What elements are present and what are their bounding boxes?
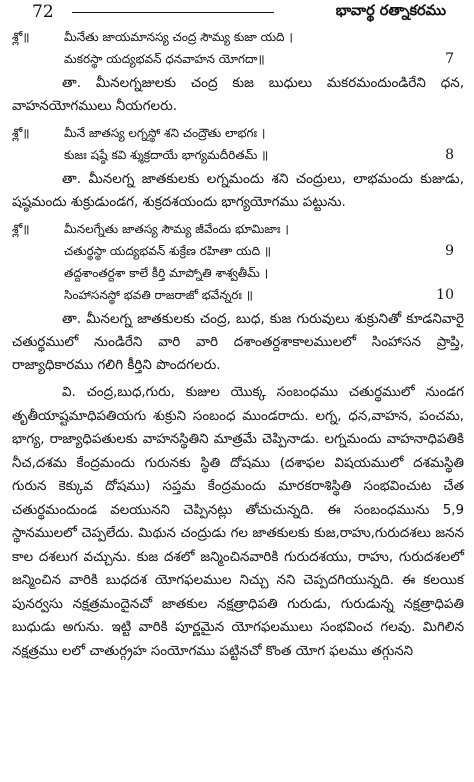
shloka-block <box>12 26 464 70</box>
shloka-line <box>12 48 464 70</box>
verse-number: 8 <box>445 147 454 163</box>
shloka-text: తద్దశాంతర్దశా కాలే కీర్తి మాప్నోతి శాశ్వతీమ్ । <box>64 266 269 280</box>
shloka-text: సింహాసనస్థో భవతి రాజరాజో భవేన్నరః ॥ <box>64 288 253 302</box>
shloka-mark: శ్లో॥ <box>12 222 30 236</box>
shloka-line <box>12 218 464 240</box>
shloka-line <box>12 144 464 166</box>
commentary-paragraph: వి. చంద్ర,బుధ,గురు, కుజుల యొక్క సంబంధము చతుర్థములో నుండగ తృతీయాష్టమాధిపతియగు శుక్రుని సంబంధ ముండరాదు. లగ్న, ధన,వాహన, పంచమ, భాగ్య, రాజ్యాధిపతులకు వాహనస్థితిని మాత్రమే చెప్పినాడు. లగ్నమందు వాహనాధిపతికి నీచ,దశమ కేంద్రమందు గురునకు స్థితి దోషము (దశాఫల విషయములో దశమస్థితి గురున కెక్కువ దోషము) సప్తమ కేంద్రమందు మారకరాశిస్థితి సంభవించుట చేత చతుర్థమందుండ వలయునని చెప్పినట్లు తోచుచున్నది. ఈ సంబంధమును 5,9 స్థానములలో చెప్పలేదు. మిథున చంద్రుడు గల జాతకులకు కుజ,రాహు,గురుదశలు జనన కాల దశలుగ వచ్చును. కుజ దశలో జన్మించినవారికి గురుదశయు, రాహు, గురుదశలలో జన్మించిన వారికి బుధదశ యోగఫలముల నిచ్చు నని చెప్పదగియున్నది. ఈ కలయిక పునర్వసు నక్షత్రమందైనచో జాతకుల నక్షత్రాధిపతి గురుడు, గురుడున్న నక్షత్రాధిపతి బుధుడు అగును. ఇట్టి వారికి పూర్ణమైన యోగఫలములు సంభవించ గలవు. మిగిలిన నక్షత్రము లలో చాతుర్గ్రహ సంయోగము పట్టినచో కొంత యోగ ఫలము తగ్గునని <box>12 385 464 659</box>
page-number: 72 <box>32 2 54 22</box>
verse-number: 7 <box>445 51 454 67</box>
shloka-block <box>12 122 464 166</box>
shloka-block <box>12 218 464 306</box>
verse-number: 9 <box>445 243 454 259</box>
translation-paragraph: తా. మీనలగ్న జాతకులకు చంద్ర, బుధ, కుజ గురువులు శుక్రునితో కూడనివారై చతుర్థములో నుండిరేని వారి వారి దశాంతర్దశాకాలములలో సింహాసన ప్రాప్తి, రాజ్యాధికారము గలిగి కీర్తిని పొందగలరు. <box>12 311 464 373</box>
shloka-line <box>12 240 464 262</box>
shloka-mark: శ్లో॥ <box>12 30 30 44</box>
shloka-line <box>12 262 464 284</box>
page-header <box>12 0 464 24</box>
translation-paragraph: తా. మీనలగ్నజులకు చంద్ర కుజ బుధులు మకరమందుండిరేని ధన, వాహనయోగములు నీయగలరు. <box>12 75 464 114</box>
shloka-line <box>12 284 464 306</box>
shloka-line <box>12 26 464 48</box>
shloka-text: మకరస్థా యద్యభవన్ ధనవాహన యోగదా॥ <box>64 52 265 66</box>
shloka-mark: శ్లో॥ <box>12 126 30 140</box>
shloka-text: చతుర్థస్థా యద్యభవన్ శుక్రేణ రహితా యది ॥ <box>64 244 272 258</box>
shloka-text: మీనలగ్నేతు జాతస్య సౌమ్య జీవేందు భూమిజాః । <box>64 222 289 236</box>
verse-number: 10 <box>436 287 454 303</box>
running-title: భావార్థ రత్నాకరము <box>335 3 446 19</box>
translation-paragraph: తా. మీనలగ్న జాతకులకు లగ్నమందు శని చంద్రులు, లాభమందు కుజుడు, షష్ఠమందు శుక్రుడుండగ, శుక్రదశయందు భాగ్యయోగము పట్టును. <box>12 171 464 210</box>
shloka-text: కుజః షష్ఠే కవి శ్శుక్రదాయే భాగ్యమదీరితమ్ ॥ <box>64 148 269 162</box>
shloka-text: మీనే జాతస్య లగ్నస్థో శని చంద్రౌతు లాభగః । <box>64 126 266 140</box>
shloka-line <box>12 122 464 144</box>
shloka-text: మీనేతు జాయమానస్య చంద్ర సౌమ్య కుజా యది । <box>64 30 293 44</box>
header-rule <box>72 12 274 13</box>
